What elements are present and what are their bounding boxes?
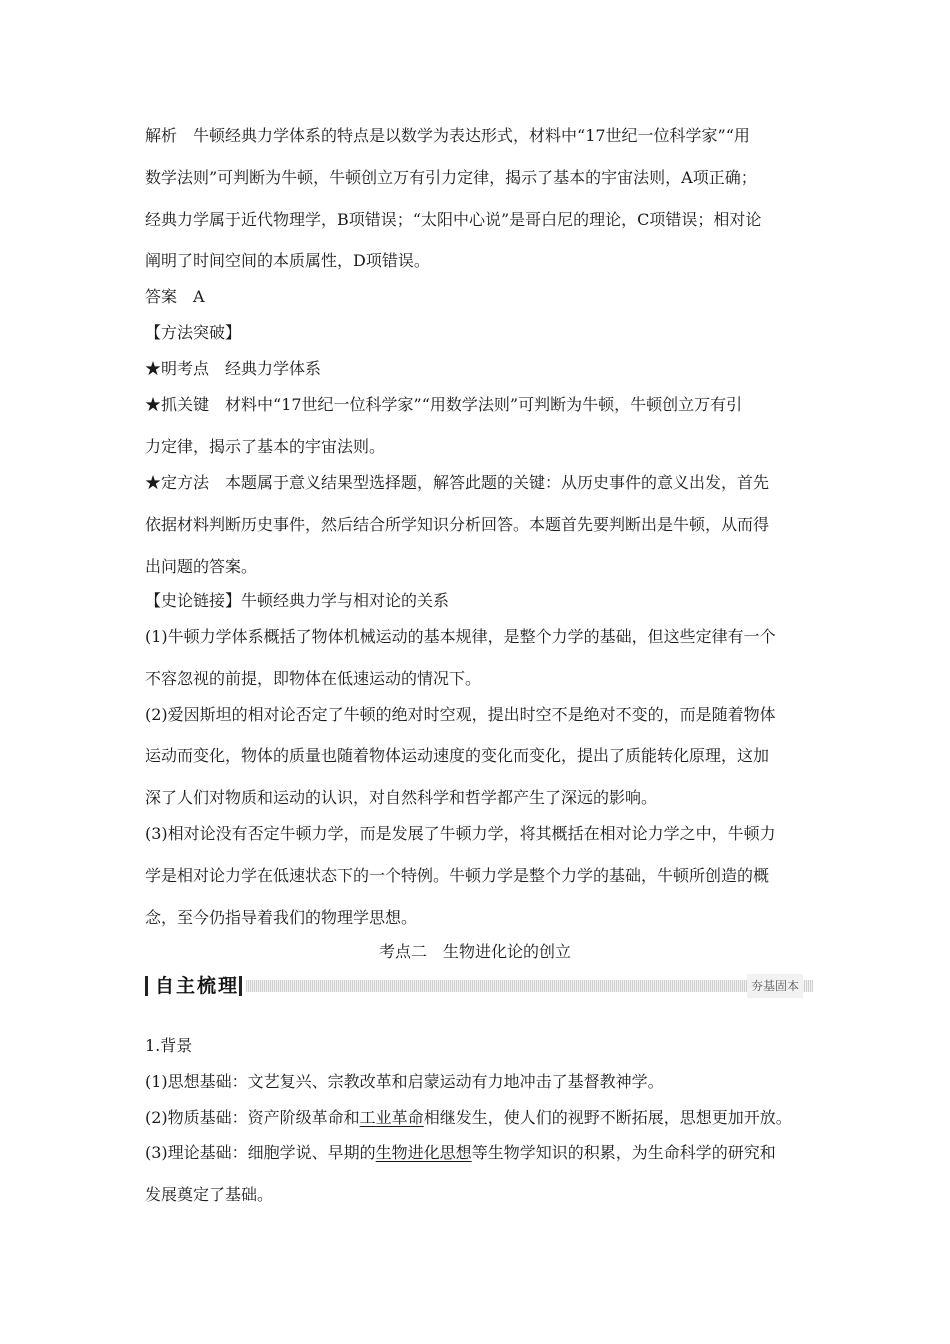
method-heading: 【方法突破】 <box>145 323 242 342</box>
method-approach-line-3: 出问题的答案。 <box>145 557 258 576</box>
link-p2-line-1: (2)爱因斯坦的相对论否定了牛顿的绝对时空观，提出时空不是绝对不变的，而是随着物体 <box>145 705 776 724</box>
method-approach-line-2: 依据材料判断历史事件，然后结合所学知识分析回答。本题首先要判断出是牛顿，从而得 <box>145 515 770 534</box>
answer-value: A <box>193 287 205 306</box>
background-item-2: (2)物质基础：资产阶级革命和工业革命相继发生，使人们的视野不断拓展，思想更加开放。 <box>145 1108 792 1127</box>
link-p3-line-3: 念，至今仍指导着我们的物理学思想。 <box>145 908 418 927</box>
answer-label: 答案 <box>145 287 178 306</box>
self-review-banner <box>145 974 813 998</box>
underlined-term: 生物进化思想 <box>375 1143 472 1162</box>
analysis-line-3: 经典力学属于近代物理学，B项错误；“太阳中心说”是哥白尼的理论，C项错误；相对论 <box>145 210 762 229</box>
background-item-1: (1)思想基础：文艺复兴、宗教改革和启蒙运动有力地冲击了基督教神学。 <box>145 1072 664 1091</box>
analysis-line-4: 阐明了时间空间的本质属性，D项错误。 <box>145 251 430 270</box>
link-p1-line-1: (1)牛顿力学体系概括了物体机械运动的基本规律，是整个力学的基础，但这些定律有一个 <box>145 627 776 646</box>
section-heading: 考点二 生物进化论的创立 <box>378 942 572 961</box>
link-p1-line-2: 不容忽视的前提，即物体在低速运动的情况下。 <box>145 669 482 688</box>
method-key-line-2: 力定律，揭示了基本的宇宙法则。 <box>145 437 386 456</box>
banner-title: 自主梳理 <box>155 975 240 997</box>
analysis-line-1: 解析 牛顿经典力学体系的特点是以数学为表达形式，材料中“17世纪一位科学家”“用 <box>145 126 750 145</box>
link-p2-line-3: 深了人们对物质和运动的认识，对自然科学和哲学都产生了深远的影响。 <box>145 788 658 807</box>
background-item-3-line-2: 发展奠定了基础。 <box>145 1185 274 1204</box>
banner-left-bar <box>145 976 148 996</box>
link-p2-line-2: 运动而变化，物体的质量也随着物体运动速度的变化而变化，提出了质能转化原理，这加 <box>145 746 770 765</box>
link-p3-line-1: (3)相对论没有否定牛顿力学，而是发展了牛顿力学，将其概括在相对论力学之中，牛顿力 <box>145 824 776 843</box>
background-item-3: (3)理论基础：细胞学说、早期的生物进化思想等生物学知识的积累，为生命科学的研究和 <box>145 1143 776 1162</box>
answer-line <box>145 287 205 307</box>
link-p3-line-2: 学是相对论力学在低速状态下的一个特例。牛顿力学是整个力学的基础，牛顿所创造的概 <box>145 866 770 885</box>
method-key-line-1: ★抓关键 材料中“17世纪一位科学家”“用数学法则”可判断为牛顿，牛顿创立万有引 <box>145 395 743 414</box>
banner-tag: 夯基固本 <box>747 974 803 998</box>
banner-stripe <box>246 980 813 992</box>
link-topic: 牛顿经典力学与相对论的关系 <box>241 591 450 610</box>
link-heading-line <box>145 591 449 611</box>
analysis-label: 解析 <box>145 126 178 145</box>
method-approach-line-1: ★定方法 本题属于意义结果型选择题，解答此题的关键：从历史事件的意义出发，首先 <box>145 473 770 492</box>
method-point: ★明考点 经典力学体系 <box>145 359 322 378</box>
analysis-line-2: 数学法则”可判断为牛顿，牛顿创立万有引力定律，揭示了基本的宇宙法则，A项正确； <box>145 168 757 187</box>
banner-right-bar <box>239 976 242 996</box>
background-heading: 1.背景 <box>145 1036 193 1055</box>
link-heading: 【史论链接】 <box>145 591 242 610</box>
underlined-term: 工业革命 <box>359 1108 424 1127</box>
